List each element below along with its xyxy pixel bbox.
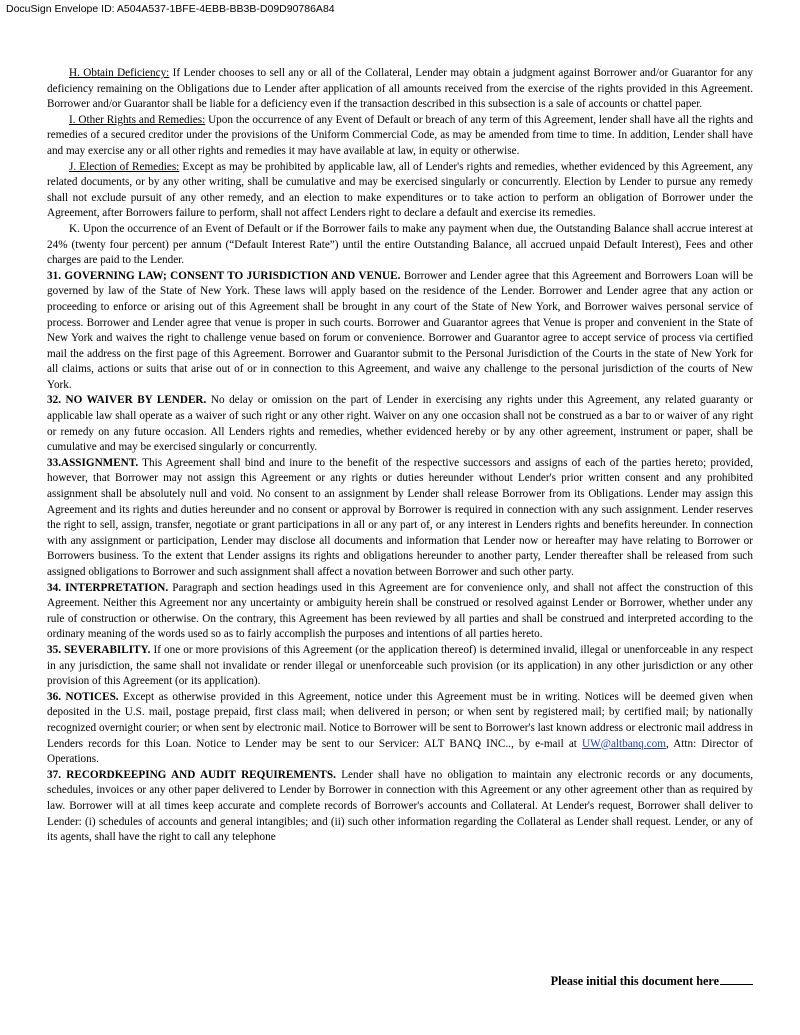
- section-35-heading: 35. SEVERABILITY.: [47, 643, 151, 656]
- section-h-text: If Lender chooses to sell any or all of the Collateral, Lender may obtain a judgment against Borrower and/or Guarantor for any deficiency remaining on the Obligations due to Lender after application of all amounts received from the exercise of the rights provided in this Agreement. Borrower and/or Guarantor shall be liable for a deficiency even if the transaction described in this subsection is a sale of accounts or chattel paper.: [47, 67, 753, 111]
- section-36: [47, 690, 753, 768]
- section-j-heading: J. Election of Remedies:: [69, 160, 180, 173]
- section-34: [47, 581, 753, 643]
- section-31-text: Borrower and Lender agree that this Agreement and Borrowers Loan will be governed by law of the State of New York. These laws will apply based on the residence of the Lender. Borrower and Lender agree that any action or proceeding to enforce or arising out of this Agreement shall be brought in any court of the State of New York, and Borrower waives personal service of process. Borrower and Lender agree that venue is proper in such courts. Borrower and Guarantor agrees that Venue is proper and convenient in the State of New York and waives the right to challenge venue based on forum or convenience. Borrower and Guarantor agree to accept service of process via certified mail the address on the first page of this Agreement. Borrower and Guarantor submit to the Personal Jurisdiction of the Courts in the state of New York for all claims, actions or suits that arise out of or in connection to this Agreement, and waive any challenge to the personal jurisdiction of the courts of New York.: [47, 269, 753, 391]
- initial-blank-line[interactable]: [720, 973, 753, 985]
- section-33: [47, 456, 753, 581]
- section-k-text: K. Upon the occurrence of an Event of Default or if the Borrower fails to make any payment when due, the Outstanding Balance shall accrue interest at 24% (twenty four percent) per annum (“Default Interest Rate”) until the entire Outstanding Balance, all accrued unpaid Default Interest), Fees and other charges are paid to the Lender.: [47, 222, 753, 267]
- section-32-heading: 32. NO WAIVER BY LENDER.: [47, 394, 207, 407]
- initial-label: Please initial this document here: [550, 974, 719, 988]
- section-31: [47, 269, 753, 394]
- section-32: [47, 393, 753, 455]
- section-35-text: If one or more provisions of this Agreement (or the application thereof) is determined invalid, illegal or unenforceable in any respect in any jurisdiction, the same shall not invalidate or render illegal or unenforceable such provision (or its application) in any other jurisdiction or any other provision of this Agreement (or its application).: [47, 643, 754, 688]
- section-32-text: No delay or omission on the part of Lender in exercising any rights under this Agreement, any related guaranty or applicable law shall operate as a waiver of such right or any other right. Waiver on any one occasion shall not be construed as a bar to or waiver of any right or remedy on any future occasion. All Lenders rights and remedies, whether evidenced hereby or by any other agreement, instrument or paper, shall be cumulative and may be exercised singularly or concurrently.: [47, 394, 754, 454]
- servicer-email-link[interactable]: UW@altbanq.com: [582, 737, 666, 750]
- section-34-text: Paragraph and section headings used in this Agreement are for convenience only, and shall not affect the construction of this Agreement. Neither this Agreement nor any uncertainty or ambiguity herein shall be construed or resolved against Lender or Borrower, whether under any rule of construction or otherwise. On the contrary, this Agreement has been reviewed by all parties and shall be construed and interpreted according to the ordinary meaning of the words used so as to fairly accomplish the purposes and intentions of all parties hereto.: [47, 581, 753, 641]
- section-i-text: Upon the occurrence of any Event of Default or breach of any term of this Agreement, lender shall have all the rights and remedies of a secured creditor under the provisions of the Uniform Commercial Code, as may be amended from time to time. In addition, Lender shall have and may exercise any or all other rights and remedies it may have available at law, in equity or otherwise.: [47, 113, 754, 157]
- section-37-text: Lender shall have no obligation to maintain any electronic records or any documents, schedules, invoices or any other paper delivered to Lender by Borrower in connection with this Agreement or any other agreement other than as required by law. Borrower will at all times keep accurate and complete records of Borrower's accounts and Collateral. At Lender's request, Borrower shall deliver to Lender: (i) schedules of accounts and general intangibles; and (ii) such other information regarding the Collateral as Lender shall request. Lender, or any of its agents, shall have the right to call any telephone: [47, 768, 753, 844]
- section-h-heading: H. Obtain Deficiency:: [69, 67, 170, 79]
- section-35: [47, 643, 753, 690]
- section-36-text-end: , Attn: Director of Operations.: [47, 737, 753, 766]
- envelope-id: DocuSign Envelope ID: A504A537-1BFE-4EBB-BB3B-D09D90786A84: [6, 3, 335, 15]
- section-i: [47, 113, 753, 160]
- section-i-heading: I. Other Rights and Remedies:: [69, 113, 206, 126]
- section-k: [47, 222, 753, 269]
- section-37: [47, 768, 753, 846]
- section-36-text: Except as otherwise provided in this Agreement, notice under this Agreement must be in writing. Notices will be deemed given when deposited in the U.S. mail, postage prepaid, first class mail; when delivered in person; or when sent by registered mail; by certified mail; by nationally recognized overnight courier; or when sent by electronic mail. Notice to Borrower will be sent to Borrower's last known address or electronic mail address in Lenders records for this Loan. Notice to Lender may be sent to our Servicer: ALT BANQ INC.., by e-mail at: [47, 690, 753, 750]
- section-37-heading: 37. RECORDKEEPING AND AUDIT REQUIREMENTS.: [47, 768, 336, 781]
- section-36-heading: 36. NOTICES.: [47, 690, 119, 703]
- section-33-text: This Agreement shall bind and inure to the benefit of the respective successors and assigns of each of the parties hereto; provided, however, that Borrower may not assign this Agreement or any rights or duties hereunder without Lender's prior written consent and any prohibited assignment shall be absolutely null and void. No consent to an assignment by Lender shall release Borrower from its Obligations. Lender may assign this Agreement and its rights and duties hereunder and no consent or approval by Borrower is required in connection with any such assignment. Lender reserves the right to sell, assign, transfer, negotiate or grant participations in all or any part of, or any interest in Lenders rights and benefits hereunder. In connection with any assignment or participation, Lender may disclose all documents and information that Lender now or hereafter may have relating to Borrower or Borrowers business. To the extent that Lender assigns its rights and obligations hereunder to another party, Lender thereafter shall be released from such assigned obligations to Borrower and such assignment shall affect a novation between Borrower and such other party.: [47, 456, 753, 578]
- section-34-heading: 34. INTERPRETATION.: [47, 581, 169, 594]
- section-j-text: Except as may be prohibited by applicable law, all of Lender's rights and remedies, whether evidenced by this Agreement, any related documents, or by any other writing, shall be cumulative and may be exercised singularly or concurrently. Election by Lender to pursue any remedy shall not exclude pursuit of any other remedy, and an election to make expenditures or to take action to perform an obligation of Borrower under the Agreement, after Borrowers failure to perform, shall not affect Lenders right to declare a default and exercise its remedies.: [47, 160, 753, 220]
- initial-prompt: [551, 973, 753, 989]
- document-body: [47, 66, 753, 846]
- section-j: [47, 160, 753, 222]
- section-31-heading: 31. GOVERNING LAW; CONSENT TO JURISDICTION AND VENUE.: [47, 269, 401, 282]
- section-33-heading: 33.ASSIGNMENT.: [47, 456, 139, 469]
- section-h: [47, 66, 753, 113]
